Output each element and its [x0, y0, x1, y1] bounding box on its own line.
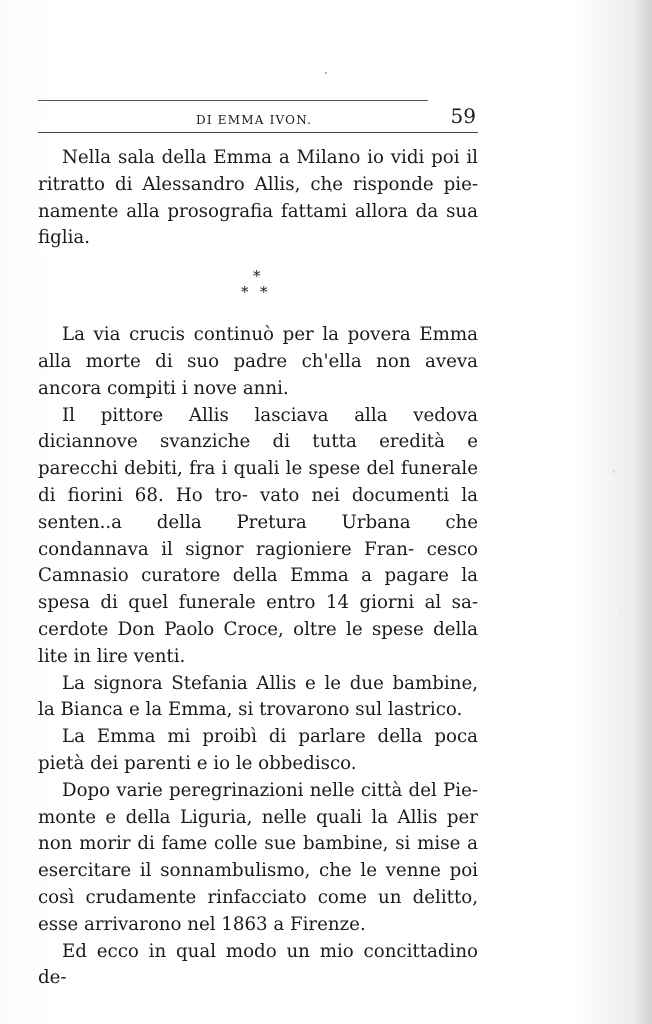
paper-speck	[620, 610, 622, 612]
running-head	[38, 104, 478, 131]
paragraph: La via crucis continuò per la povera Emma alla morte di suo padre ch'ella non aveva ancora compiti i nove anni.	[38, 324, 478, 399]
paragraph: La Emma mi proibì di parlare della poca pietà dei parenti e io le obbedisco.	[38, 726, 478, 774]
main-text	[38, 145, 478, 992]
asterism-star-top: *	[253, 267, 261, 286]
header-bottom-rule	[38, 132, 478, 133]
asterism-star-right: *	[260, 283, 268, 302]
paragraph: Nella sala della Emma a Milano io vidi poi il ritratto di Alessandro Allis, che risponde pie- namente alla prosografia fattami allora da sua figlia.	[38, 147, 478, 249]
paragraph: Ed ecco in qual modo un mio concittadino de-	[38, 940, 478, 989]
running-title: DI EMMA IVON.	[196, 113, 313, 127]
paragraph: La signora Stefania Allis e le due bambine, la Bianca e la Emma, si trovarono sul lastrico.	[38, 672, 478, 721]
paragraph: Dopo varie peregrinazioni nelle città del Pie- monte e della Liguria, nelle quali la Allis per non morir di fame colle sue bambine, si mise a esercitare il sonnambulismo, che le venne poi così crudamente rinfacciato come un delitto, esse arrivarono nel 1863 a Firenze.	[38, 779, 478, 935]
header-top-rule	[38, 100, 428, 101]
section-asterism	[218, 262, 298, 304]
asterism-star-left: *	[241, 283, 249, 302]
page-number: 59	[450, 104, 476, 128]
paper-speck	[325, 72, 327, 74]
paper-speck	[612, 470, 615, 473]
paragraph: Il pittore Allis lasciava alla vedova diciannove svanziche di tutta eredità e parecchi debiti, fra i quali le spese del funerale di fiorini 68. Ho tro- vato nei documenti la senten..a della Pretura Urbana che condannava il signor ragioniere Fran- cesco Camnasio curatore della Emma a pagare la spesa di quel funerale entro 14 giorni al sa- cerdote Don Paolo Croce, oltre le spese della lite in lire venti.	[38, 404, 478, 667]
page-edge-shadow	[634, 0, 652, 1024]
